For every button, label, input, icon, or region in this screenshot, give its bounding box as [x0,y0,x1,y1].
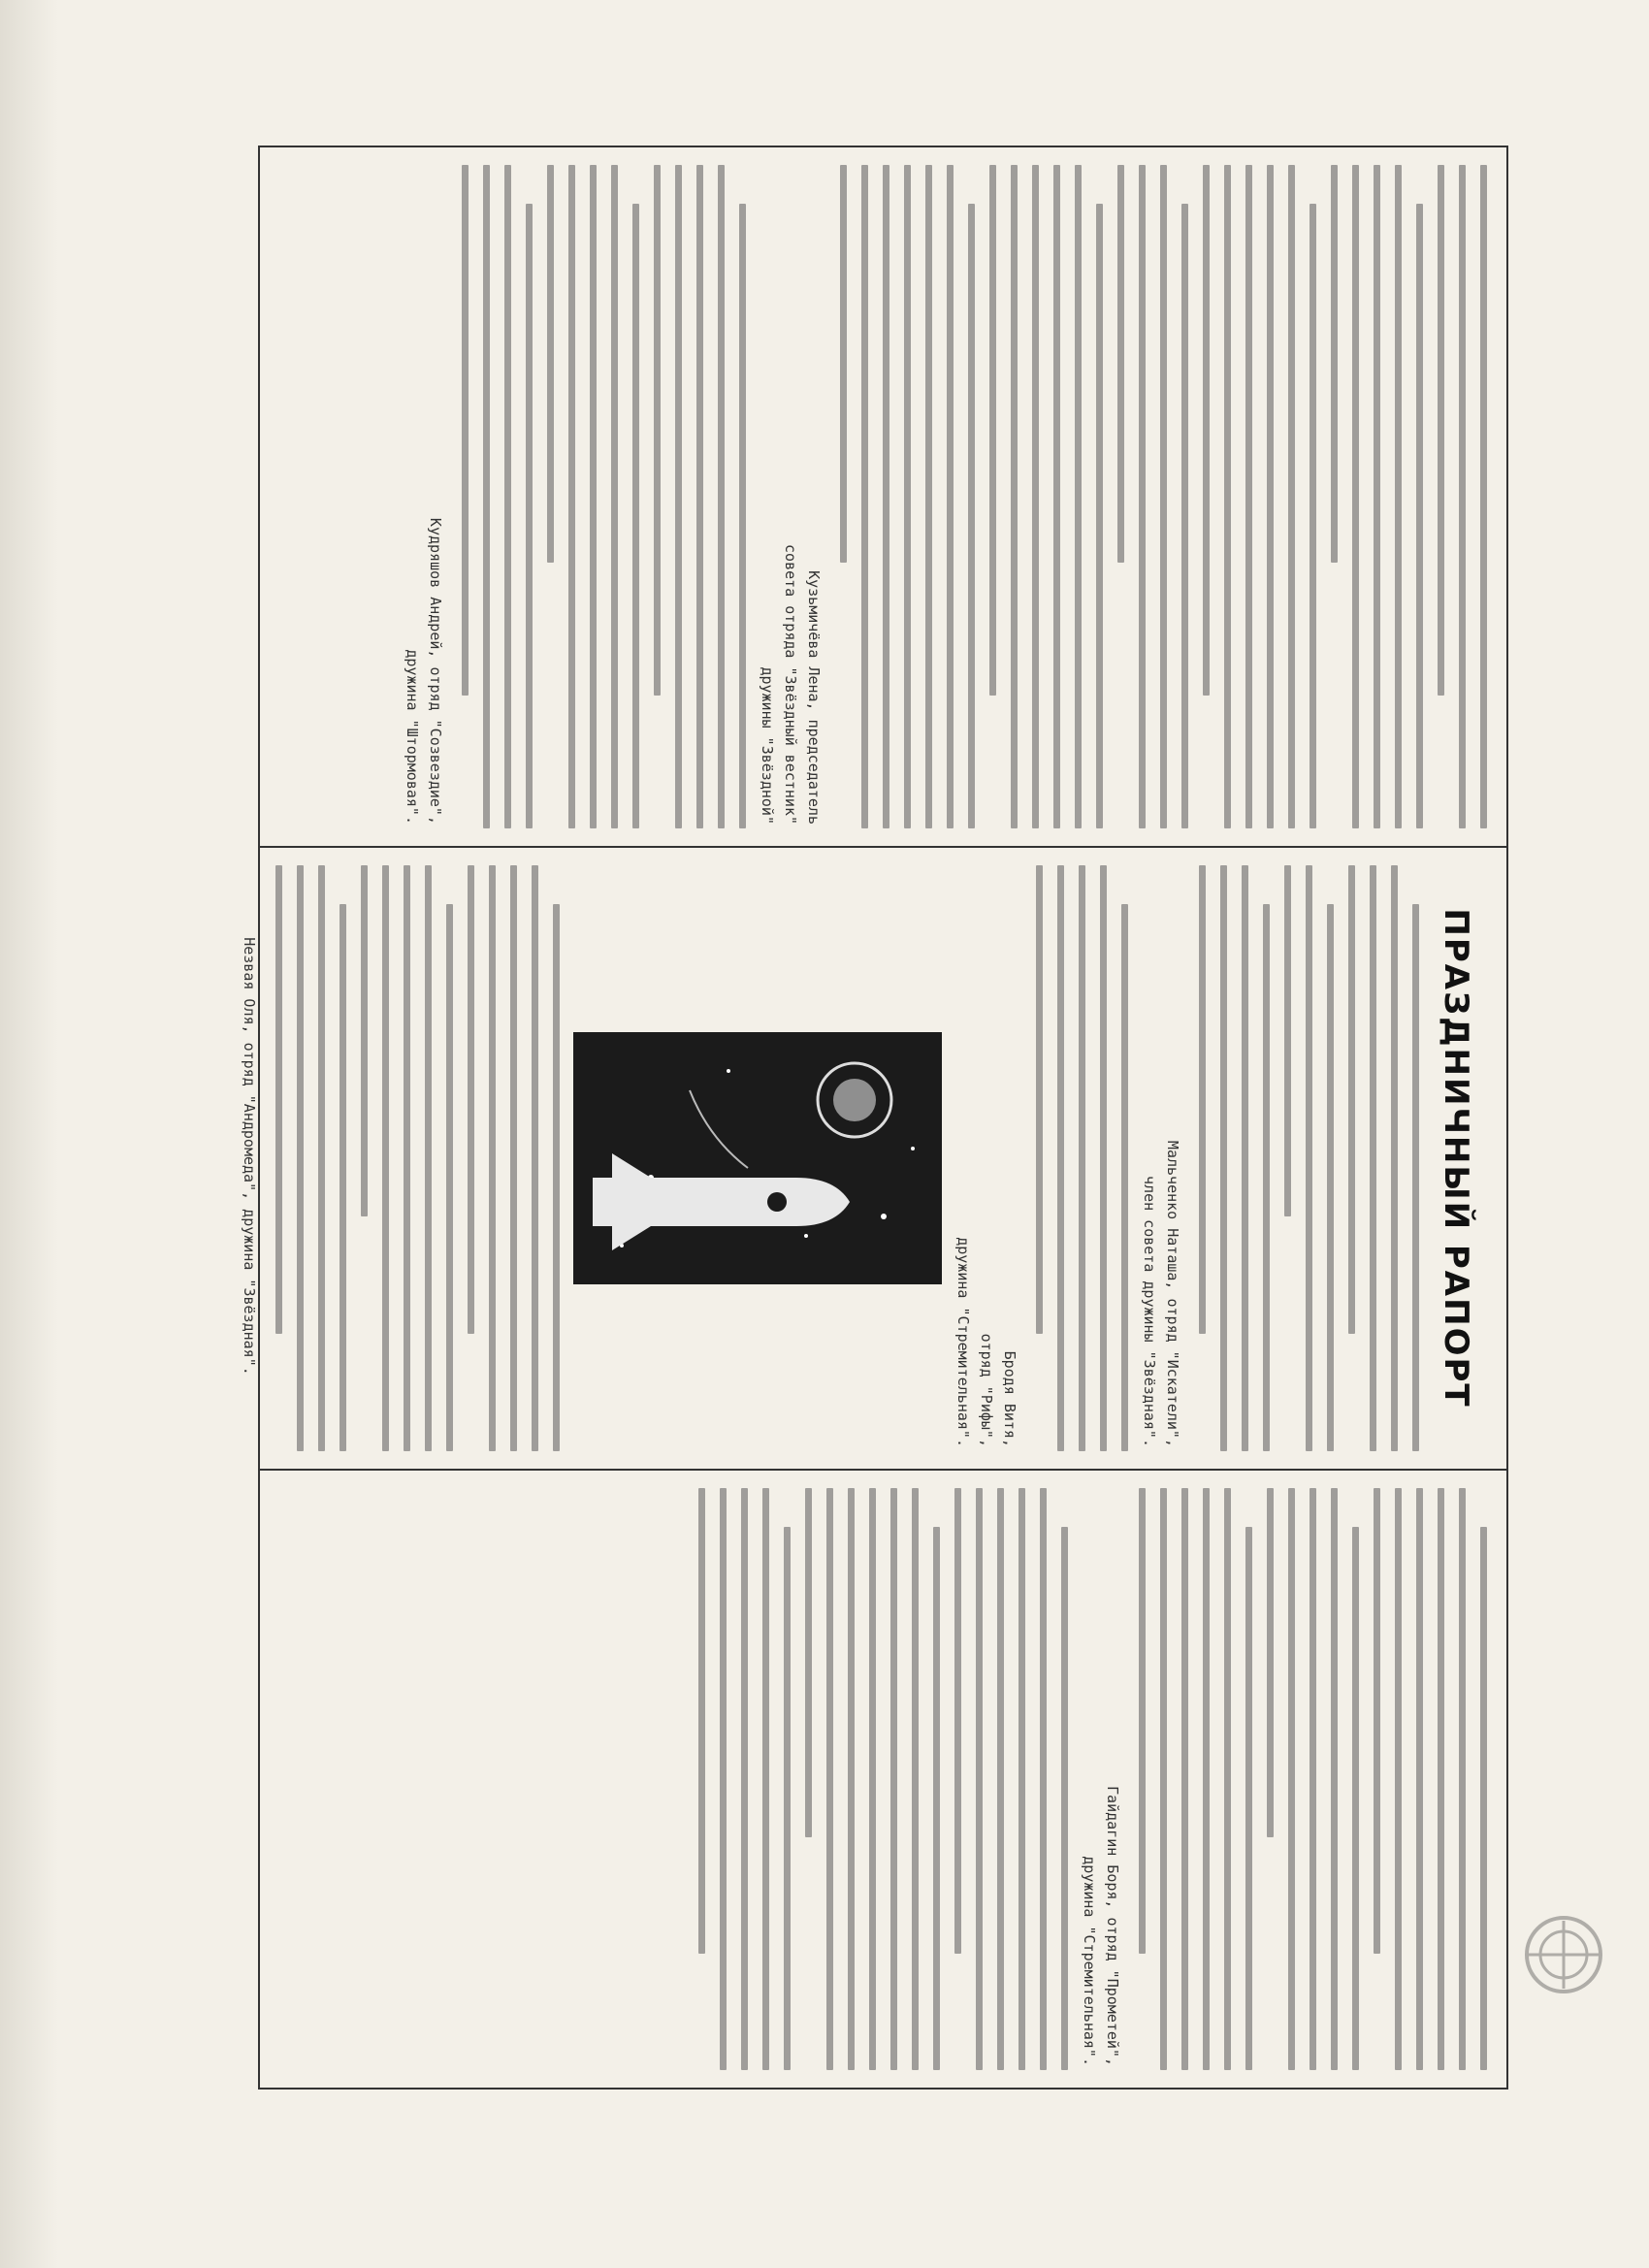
signature-block [401,165,447,825]
signature-line: Бродя Витя, [1001,1350,1018,1447]
signature-block [1138,865,1184,1447]
article-text-block [698,1488,1068,2070]
signature-line: дружина "Стремительная". [1081,1856,1098,2066]
article-text-block [462,165,746,828]
signature-line: совета отряда "Звёздный вестник" [782,544,799,825]
page-title: ПРАЗДНИЧНЫЙ РАПОРТ [1437,908,1475,1409]
signature-block [756,165,825,825]
space-illustration [573,1032,942,1284]
signature-line: дружина "Стремительная". [954,1237,972,1447]
signature-line: дружины "Звёздной" [759,666,776,825]
column-left [279,147,1487,846]
signature-line: Незвая Оля, отряд "Андромеда", дружина "Звёздная". [241,937,258,1376]
signature-line: отряд "Рифы", [978,1333,995,1447]
article-text-block [1199,865,1419,1451]
article-text-block [840,165,1487,828]
signature-line: дружина "Штормовая". [404,649,421,825]
seal-emblem-icon [1518,1901,1610,2008]
signature-line: Кузьмичёва Лена, председатель [805,570,823,825]
signature-block [238,865,261,1447]
signature-line: Гайдагин Боря, отряд "Прометей", [1104,1786,1121,2066]
signature-line: Кудряшов Андрей, отряд "Созвездие", [427,517,444,825]
signature-line: член совета дружины "Звёздная". [1141,1176,1158,1447]
article-text-block [275,865,560,1451]
signature-line: Мальченко Наташа, отряд "Искатели", [1164,1140,1181,1447]
article-text-block [1139,1488,1487,2070]
column-right [279,1471,1487,2088]
newspaper-frame [241,146,1508,2090]
rocket-planet-icon [573,1032,942,1284]
article-text-block [1036,865,1128,1451]
signature-block [952,865,1021,1447]
signature-block [1078,1488,1124,2066]
column-middle [241,848,1487,1469]
scan-shadow [0,0,58,2268]
